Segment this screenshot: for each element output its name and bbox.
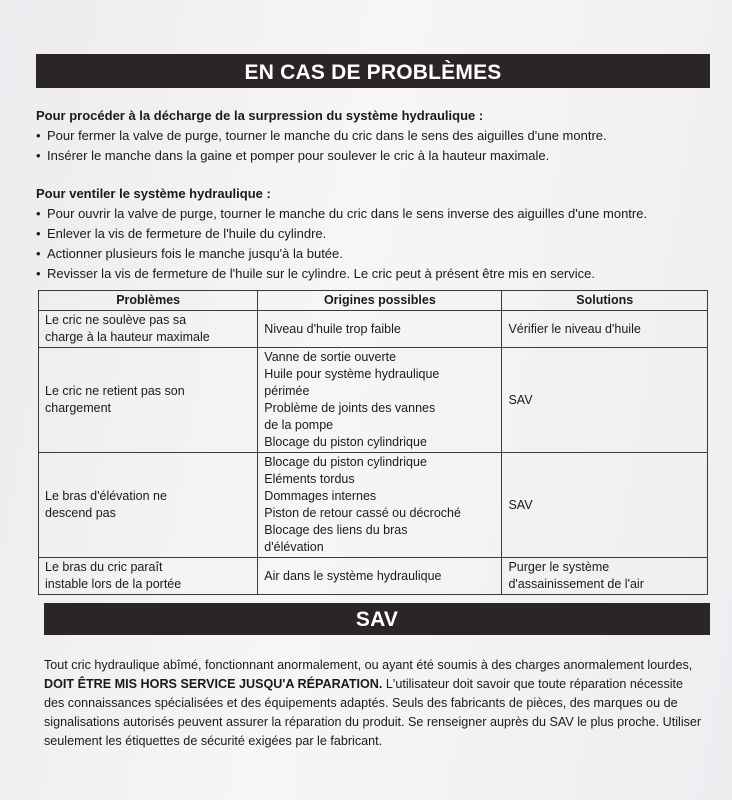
list-item: • Actionner plusieurs fois le manche jusqu'à la butée. xyxy=(36,244,696,264)
sav-section-banner: SAV xyxy=(44,603,710,635)
table-header-row xyxy=(39,291,708,311)
causes-cell: Vanne de sortie ouverte Huile pour système hydraulique périmée Problème de joints des vannes de la pompe Blocage du piston cylindrique xyxy=(258,348,502,453)
table-row xyxy=(39,558,708,595)
causes-cell: Niveau d'huile trop faible xyxy=(258,311,502,348)
sav-text-warning: DOIT ÊTRE MIS HORS SERVICE JUSQU'A RÉPARATION. xyxy=(44,677,383,691)
problem-cell: Le bras d'élévation ne descend pas xyxy=(39,453,258,558)
solution-cell: Vérifier le niveau d'huile xyxy=(502,311,708,348)
list-item: • Insérer le manche dans la gaine et pomper pour soulever le cric à la hauteur maximale. xyxy=(36,146,696,166)
list-item: • Pour fermer la valve de purge, tourner le manche du cric dans le sens des aiguilles d'une montre. xyxy=(36,126,696,146)
table-row xyxy=(39,348,708,453)
column-header-causes: Origines possibles xyxy=(258,291,502,311)
solution-cell: Purger le système d'assainissement de l'air xyxy=(502,558,708,595)
pressure-relief-heading: Pour procéder à la décharge de la surpression du système hydraulique : xyxy=(36,108,484,123)
venting-heading: Pour ventiler le système hydraulique : xyxy=(36,186,271,201)
solution-cell: SAV xyxy=(502,348,708,453)
problem-cell: Le cric ne retient pas son chargement xyxy=(39,348,258,453)
list-item: • Pour ouvrir la valve de purge, tourner le manche du cric dans le sens inverse des aiguilles d'une montre. xyxy=(36,204,696,224)
troubleshooting-table xyxy=(38,290,708,595)
problem-cell: Le cric ne soulève pas sa charge à la hauteur maximale xyxy=(39,311,258,348)
table-row xyxy=(39,311,708,348)
solution-cell: SAV xyxy=(502,453,708,558)
sav-paragraph xyxy=(44,656,704,751)
causes-cell: Air dans le système hydraulique xyxy=(258,558,502,595)
venting-section xyxy=(36,184,696,284)
table-row xyxy=(39,453,708,558)
sav-text-intro: Tout cric hydraulique abîmé, fonctionnant anormalement, ou ayant été soumis à des charges anormalement lourdes, xyxy=(44,658,693,672)
trouble-section-banner: EN CAS DE PROBLÈMES xyxy=(36,54,710,88)
column-header-solutions: Solutions xyxy=(502,291,708,311)
list-item: • Revisser la vis de fermeture de l'huile sur le cylindre. Le cric peut à présent être mis en service. xyxy=(36,264,696,284)
column-header-problems: Problèmes xyxy=(39,291,258,311)
causes-cell: Blocage du piston cylindrique Eléments tordus Dommages internes Piston de retour cassé ou décroché Blocage des liens du bras d'élévation xyxy=(258,453,502,558)
pressure-relief-section xyxy=(36,106,696,166)
sav-text-body: L'utilisateur doit savoir que toute réparation nécessite des connaissances spécialisées et des équipements adaptés. Seuls des fabricants de pièces, des marques ou de signalisations autorisés peuvent assurer la réparation du produit. Se renseigner auprès du SAV le plus proche. Utiliser seulement les étiquettes de sécurité exigées par le fabricant. xyxy=(44,677,702,748)
problem-cell: Le bras du cric paraît instable lors de la portée xyxy=(39,558,258,595)
list-item: • Enlever la vis de fermeture de l'huile du cylindre. xyxy=(36,224,696,244)
pressure-relief-list xyxy=(36,126,696,166)
venting-list xyxy=(36,204,696,284)
